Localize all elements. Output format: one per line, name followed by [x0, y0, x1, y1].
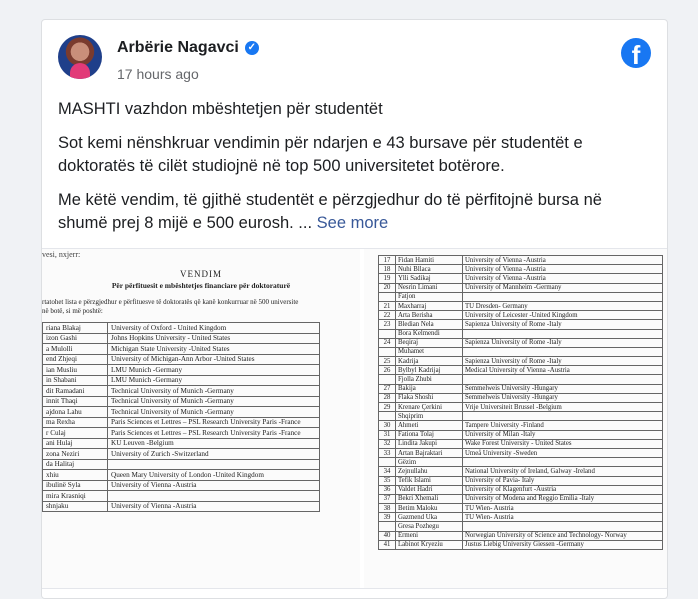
beneficiaries-table-right	[378, 255, 663, 550]
beneficiary-university	[463, 347, 663, 356]
beneficiary-name: mira Krasniqi	[43, 491, 108, 502]
beneficiary-university: TU Dresden- Germany	[463, 301, 663, 310]
post-paragraph: Sot kemi nënshkruar vendimin për ndarjen e 43 bursave për studentët e doktoratës të cilët studiojnë në top 500 universitetet botërore.	[58, 134, 583, 175]
beneficiary-number: 33	[379, 448, 396, 457]
beneficiary-university: University of Michigan-Ann Arbor -United States	[108, 354, 320, 365]
beneficiary-university: KU Leuven -Belgium	[108, 438, 320, 449]
beneficiary-university: Paris Sciences et Lettres – PSL Research University Paris -France	[108, 417, 320, 428]
document-intro-line: në botë, si më poshtë:	[42, 307, 103, 315]
beneficiary-name: Fjolla Zhubi	[396, 375, 463, 384]
beneficiary-university: Johns Hopkins University - United States	[108, 333, 320, 344]
beneficiary-university	[463, 412, 663, 421]
table-row	[379, 256, 663, 265]
beneficiary-university: Michigan State University -United States	[108, 344, 320, 355]
beneficiary-name: Bylbyl Kadrijaj	[396, 366, 463, 375]
table-row	[379, 421, 663, 430]
beneficiary-name: Fatjon	[396, 292, 463, 301]
table-row	[379, 430, 663, 439]
beneficiary-university: Norwegian University of Science and Technology- Norway	[463, 531, 663, 540]
beneficiary-number: 20	[379, 283, 396, 292]
table-row	[379, 485, 663, 494]
table-row	[43, 438, 320, 449]
beneficiary-name: ibulinë Syla	[43, 480, 108, 491]
table-row	[43, 365, 320, 376]
beneficiary-name: Ahmeti	[396, 421, 463, 430]
beneficiary-university	[108, 491, 320, 502]
table-row	[379, 357, 663, 366]
beneficiary-number: 40	[379, 531, 396, 540]
table-row	[379, 375, 663, 384]
beneficiary-name: Nuhi Bllaca	[396, 265, 463, 274]
beneficiary-number: 21	[379, 301, 396, 310]
facebook-icon[interactable]: f	[621, 38, 651, 68]
beneficiary-name: Shqiprim	[396, 412, 463, 421]
beneficiary-number: 31	[379, 430, 396, 439]
beneficiary-name: Maxharraj	[396, 301, 463, 310]
beneficiary-name: dit Ramadani	[43, 386, 108, 397]
beneficiary-university: University of Vienna -Austria	[463, 265, 663, 274]
beneficiary-name: izon Gashi	[43, 333, 108, 344]
beneficiary-number: 18	[379, 265, 396, 274]
beneficiary-name: Bledian Nela	[396, 320, 463, 329]
beneficiary-university: TU Wien- Austria	[463, 504, 663, 513]
table-row	[43, 480, 320, 491]
table-row	[43, 449, 320, 460]
document-subtitle: Për përfituesit e mbështetjes financiare për doktoraturë	[111, 281, 291, 290]
table-row	[379, 311, 663, 320]
beneficiary-university: Sapienza University of Rome -Italy	[463, 338, 663, 347]
beneficiary-university: Paris Sciences et Lettres – PSL Research University Paris -France	[108, 428, 320, 439]
document-page-right	[364, 249, 668, 589]
table-row	[379, 494, 663, 503]
table-row	[43, 501, 320, 512]
beneficiary-university: University of Vienna -Austria	[108, 501, 320, 512]
beneficiary-number	[379, 412, 396, 421]
table-row	[379, 384, 663, 393]
beneficiary-number: 28	[379, 393, 396, 402]
beneficiary-university: Vrije Universiteit Brussel -Belgium	[463, 403, 663, 412]
beneficiary-name: Lindita Jakupi	[396, 439, 463, 448]
beneficiary-number: 19	[379, 274, 396, 283]
beneficiary-number: 25	[379, 357, 396, 366]
table-row	[379, 320, 663, 329]
beneficiaries-table-left	[42, 322, 320, 512]
beneficiary-number: 23	[379, 320, 396, 329]
beneficiary-name: Gazmend Uka	[396, 513, 463, 522]
table-row	[43, 459, 320, 470]
beneficiary-university: University of Vienna -Austria	[108, 480, 320, 491]
see-more-link[interactable]: See more	[316, 214, 389, 232]
table-row	[43, 428, 320, 439]
beneficiary-university: National University of Ireland, Galway -Ireland	[463, 467, 663, 476]
table-row	[379, 347, 663, 356]
beneficiary-name: ian Musliu	[43, 365, 108, 376]
document-page-left	[42, 249, 360, 589]
beneficiary-number: 22	[379, 311, 396, 320]
table-row	[379, 522, 663, 531]
beneficiary-university: Queen Mary University of London -United Kingdom	[108, 470, 320, 481]
beneficiary-university: University of Modena and Reggio Emilia -Italy	[463, 494, 663, 503]
beneficiary-university: University of Pavia- Italy	[463, 476, 663, 485]
beneficiary-name: innit Thaqi	[43, 396, 108, 407]
table-row	[43, 375, 320, 386]
table-row	[379, 292, 663, 301]
table-row	[379, 448, 663, 457]
beneficiary-name: Labinot Kryeziu	[396, 540, 463, 549]
table-row	[379, 504, 663, 513]
beneficiary-university	[463, 375, 663, 384]
verified-badge-icon: ✓	[245, 41, 259, 55]
beneficiary-university	[463, 522, 663, 531]
beneficiary-university: LMU Munich -Germany	[108, 365, 320, 376]
table-row	[43, 396, 320, 407]
beneficiary-name: r Culaj	[43, 428, 108, 439]
beneficiary-name: Bekri Xhemali	[396, 494, 463, 503]
table-row	[43, 333, 320, 344]
beneficiary-name: Krenare Çerkini	[396, 403, 463, 412]
beneficiary-university	[463, 292, 663, 301]
table-row	[379, 513, 663, 522]
beneficiary-university: University of Vienna -Austria	[463, 256, 663, 265]
beneficiary-name: Nesrin Limani	[396, 283, 463, 292]
beneficiary-name: a Mulolli	[43, 344, 108, 355]
beneficiary-name: riana Blakaj	[43, 323, 108, 334]
beneficiary-number: 29	[379, 403, 396, 412]
beneficiary-name: Muhamet	[396, 347, 463, 356]
beneficiary-name: Ylli Sadikaj	[396, 274, 463, 283]
beneficiary-name: xhiu	[43, 470, 108, 481]
table-row	[379, 531, 663, 540]
beneficiary-name: Tefik Islami	[396, 476, 463, 485]
beneficiary-number: 39	[379, 513, 396, 522]
beneficiary-number	[379, 292, 396, 301]
beneficiary-university: University of Zurich -Switzerland	[108, 449, 320, 460]
beneficiary-university: Semmelweis University -Hungary	[463, 393, 663, 402]
beneficiary-name: Gëzim	[396, 458, 463, 467]
document-intro-line: rtatohet lista e përzgjedhur e përfituesve të doktoratës që kanë konkurruar në 500 universite	[42, 298, 299, 306]
beneficiary-name: Ermeni	[396, 531, 463, 540]
table-row	[379, 412, 663, 421]
beneficiary-university: Tampere University -Finland	[463, 421, 663, 430]
beneficiary-name: Bakija	[396, 384, 463, 393]
beneficiary-number: 38	[379, 504, 396, 513]
table-row	[43, 344, 320, 355]
table-row	[43, 354, 320, 365]
beneficiary-name: ajdona Lahu	[43, 407, 108, 418]
beneficiary-name: Bora Kelmendi	[396, 329, 463, 338]
table-row	[379, 366, 663, 375]
table-row	[379, 476, 663, 485]
beneficiary-name: in Shabani	[43, 375, 108, 386]
table-row	[379, 393, 663, 402]
beneficiary-number: 32	[379, 439, 396, 448]
beneficiary-name: Betim Maloku	[396, 504, 463, 513]
beneficiary-name: da Halitaj	[43, 459, 108, 470]
beneficiary-name: ma Rexha	[43, 417, 108, 428]
author-row	[117, 39, 259, 57]
table-row	[43, 407, 320, 418]
author-avatar[interactable]	[58, 35, 102, 79]
beneficiary-name: Artan Bajraktari	[396, 448, 463, 457]
beneficiary-university: Justus Liebig University Giessen -Germany	[463, 540, 663, 549]
beneficiary-name: shnjaku	[43, 501, 108, 512]
table-row	[43, 491, 320, 502]
beneficiary-university: Technical University of Munich -Germany	[108, 407, 320, 418]
beneficiary-number: 27	[379, 384, 396, 393]
post-text	[58, 98, 653, 246]
beneficiary-number	[379, 458, 396, 467]
author-name[interactable]: Arbërie Nagavci	[117, 39, 239, 56]
beneficiary-university: University of Klagenfurt -Austria	[463, 485, 663, 494]
table-row	[379, 467, 663, 476]
table-row	[379, 403, 663, 412]
beneficiary-university: University of Leicester -United Kingdom	[463, 311, 663, 320]
beneficiary-number	[379, 375, 396, 384]
beneficiary-university	[463, 329, 663, 338]
beneficiary-number	[379, 347, 396, 356]
beneficiary-university: Technical University of Munich -Germany	[108, 386, 320, 397]
beneficiary-number: 17	[379, 256, 396, 265]
beneficiary-university: Sapienza University of Rome -Italy	[463, 320, 663, 329]
beneficiary-university: University of Oxford - United Kingdom	[108, 323, 320, 334]
beneficiary-university: University of Milan -Italy	[463, 430, 663, 439]
beneficiary-name: Arta Berisha	[396, 311, 463, 320]
document-header-fragment: vesi, nxjerr:	[42, 250, 81, 259]
beneficiary-name: Fidan Hamiti	[396, 256, 463, 265]
document-intro	[42, 298, 360, 316]
table-row	[379, 540, 663, 549]
table-row	[379, 458, 663, 467]
post-card	[41, 19, 668, 599]
beneficiary-university: LMU Munich -Germany	[108, 375, 320, 386]
beneficiary-university: Technical University of Munich -Germany	[108, 396, 320, 407]
table-row	[379, 265, 663, 274]
beneficiary-number: 41	[379, 540, 396, 549]
table-row	[379, 338, 663, 347]
table-row	[379, 439, 663, 448]
beneficiary-name: Valdet Hadri	[396, 485, 463, 494]
beneficiary-name: Beqiraj	[396, 338, 463, 347]
beneficiary-number: 24	[379, 338, 396, 347]
beneficiary-name: Fationa Tolaj	[396, 430, 463, 439]
beneficiary-name: Flaka Shoshi	[396, 393, 463, 402]
post-image[interactable]	[42, 248, 668, 589]
beneficiary-university: Medical University of Vienna -Austria	[463, 366, 663, 375]
beneficiary-university: TU Wien- Austria	[463, 513, 663, 522]
beneficiary-number: 30	[379, 421, 396, 430]
table-row	[379, 283, 663, 292]
beneficiary-name: Gresa Pozhegu	[396, 522, 463, 531]
beneficiary-university	[108, 459, 320, 470]
post-footer	[42, 588, 668, 599]
table-row	[379, 329, 663, 338]
beneficiary-university	[463, 458, 663, 467]
beneficiary-number: 36	[379, 485, 396, 494]
beneficiary-university: Umeå University -Sweden	[463, 448, 663, 457]
table-row	[43, 470, 320, 481]
post-paragraph: MASHTI vazhdon mbështetjen për studentët	[58, 100, 383, 118]
beneficiary-name: Zejnullahu	[396, 467, 463, 476]
document-title: VENDIM	[180, 269, 222, 279]
beneficiary-university: University of Vienna -Austria	[463, 274, 663, 283]
table-row	[379, 301, 663, 310]
beneficiary-number: 35	[379, 476, 396, 485]
table-row	[43, 386, 320, 397]
beneficiary-university: Wake Forest University - United States	[463, 439, 663, 448]
beneficiary-number	[379, 329, 396, 338]
post-paragraph-text: Me këtë vendim, të gjithë studentët e përzgjedhur do të përfitojnë bursa në shumë prej 8 mijë e 500 eurosh. ...	[58, 191, 602, 232]
beneficiary-name: ani Hulaj	[43, 438, 108, 449]
table-row	[43, 323, 320, 334]
beneficiary-name: zona Neziri	[43, 449, 108, 460]
beneficiary-university: Sapienza University of Rome -Italy	[463, 357, 663, 366]
table-row	[43, 417, 320, 428]
beneficiary-university: University of Mannheim -Germany	[463, 283, 663, 292]
beneficiary-name: end Zhjeqi	[43, 354, 108, 365]
beneficiary-name: Kadrija	[396, 357, 463, 366]
beneficiary-number: 34	[379, 467, 396, 476]
post-timestamp[interactable]: 17 hours ago	[117, 66, 199, 82]
table-row	[379, 274, 663, 283]
beneficiary-number: 26	[379, 366, 396, 375]
beneficiary-number	[379, 522, 396, 531]
beneficiary-university: Semmelweis University -Hungary	[463, 384, 663, 393]
post-paragraph	[58, 189, 653, 235]
beneficiary-number: 37	[379, 494, 396, 503]
